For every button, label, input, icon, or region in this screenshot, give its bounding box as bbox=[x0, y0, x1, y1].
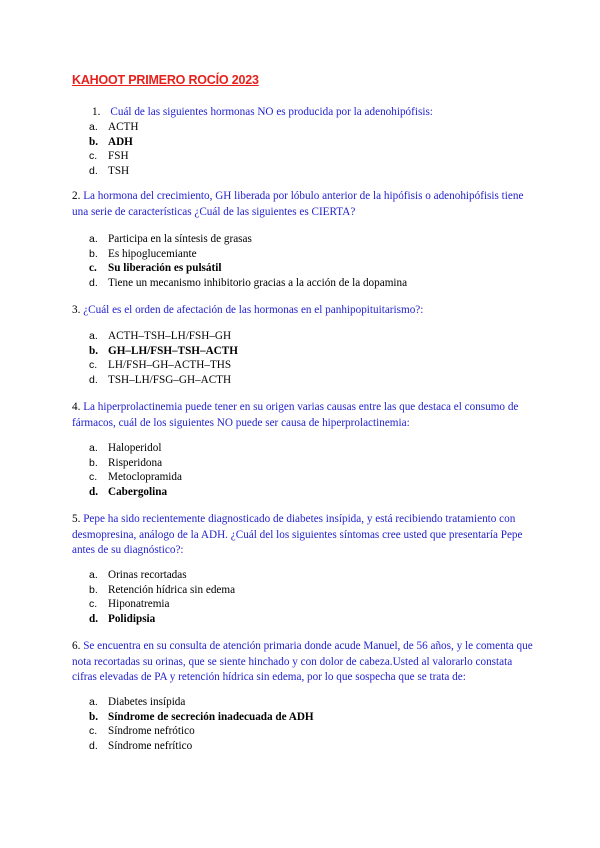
question-3 bbox=[72, 303, 534, 319]
question-4-options bbox=[89, 441, 182, 499]
option-c: c. FSH bbox=[89, 150, 129, 163]
option-a: a. ACTH bbox=[89, 121, 139, 133]
question-number: 3. bbox=[72, 304, 81, 316]
question-number: 2. bbox=[72, 190, 81, 202]
option-d: d. TSH bbox=[89, 164, 130, 177]
option-b-correct: b. ADH bbox=[89, 135, 133, 148]
question-6 bbox=[72, 639, 534, 686]
option-d-correct: d. Cabergolina bbox=[89, 485, 168, 498]
option-b-correct: b. GH–LH/FSH–TSH–ACTH bbox=[89, 344, 238, 357]
option-b-correct: b. Síndrome de secreción inadecuada de ADH bbox=[89, 710, 314, 723]
question-1-options bbox=[89, 120, 138, 178]
question-text: La hiperprolactinemia puede tener en su origen varias causas entre las que destaca el consumo de fármacos, cuál de los siguientes NO puede ser causa de hiperprolactinemia: bbox=[72, 401, 519, 429]
option-d-correct: d. Polidipsia bbox=[89, 612, 156, 625]
option-a: a. Participa en la síntesis de grasas bbox=[89, 233, 252, 245]
question-3-options bbox=[89, 329, 238, 387]
question-number: 4. bbox=[72, 401, 81, 413]
option-c: c. LH/FSH–GH–ACTH–THS bbox=[89, 359, 232, 372]
option-d: d. TSH–LH/FSG–GH–ACTH bbox=[89, 373, 232, 386]
question-number: 6. bbox=[72, 640, 81, 652]
option-b: b. Es hipoglucemiante bbox=[89, 247, 197, 260]
option-a: a. Diabetes insípida bbox=[89, 696, 186, 708]
question-2 bbox=[72, 189, 534, 220]
page-title: KAHOOT PRIMERO ROCÍO 2023 bbox=[72, 73, 259, 87]
option-c-correct: c. Su liberación es pulsátil bbox=[89, 262, 222, 275]
question-number: 5. bbox=[72, 513, 81, 525]
option-d: d. Síndrome nefrítico bbox=[89, 739, 193, 752]
question-4 bbox=[72, 400, 534, 431]
option-a: a. Haloperidol bbox=[89, 442, 162, 454]
question-text: Pepe ha sido recientemente diagnosticado de diabetes insípida, y está recibiendo tratamiento con desmopresina, análogo de la ADH. ¿Cuál del los siguientes síntomas cree usted que presentaría Pepe antes de su diagnóstico?: bbox=[72, 513, 523, 556]
option-c: c. Síndrome nefrótico bbox=[89, 725, 195, 738]
question-5-options bbox=[89, 568, 235, 626]
option-d: d. Tiene un mecanismo inhibitorio gracias a la acción de la dopamina bbox=[89, 276, 408, 289]
question-6-options bbox=[89, 695, 314, 753]
option-a: a. ACTH–TSH–LH/FSH–GH bbox=[89, 330, 232, 342]
question-text: ¿Cuál es el orden de afectación de las hormonas en el panhipopituitarismo?: bbox=[83, 304, 424, 316]
option-b: b. Risperidona bbox=[89, 456, 163, 469]
option-c: c. Metoclopramida bbox=[89, 471, 182, 484]
question-1 bbox=[92, 105, 554, 121]
option-a: a. Orinas recortadas bbox=[89, 569, 187, 581]
option-c: c. Hiponatremia bbox=[89, 598, 170, 611]
question-text: Cuál de las siguientes hormonas NO es producida por la adenohipófisis: bbox=[110, 106, 433, 118]
question-text: La hormona del crecimiento, GH liberada por lóbulo anterior de la hipófisis o adenohipófisis tiene una serie de características ¿Cuál de las siguientes es CIERTA? bbox=[72, 190, 524, 218]
question-text: Se encuentra en su consulta de atención primaria donde acude Manuel, de 56 años, y le comenta que nota recortadas su orinas, que se siente hinchado y con dolor de cabeza.Usted al valorarlo constata cifras elevadas de PA y retención hídrica sin edema, por lo que sospecha que se trata de: bbox=[72, 640, 533, 683]
question-5 bbox=[72, 512, 534, 559]
question-number: 1. bbox=[92, 106, 101, 118]
option-b: b. Retención hídrica sin edema bbox=[89, 583, 236, 596]
question-2-options bbox=[89, 232, 407, 290]
